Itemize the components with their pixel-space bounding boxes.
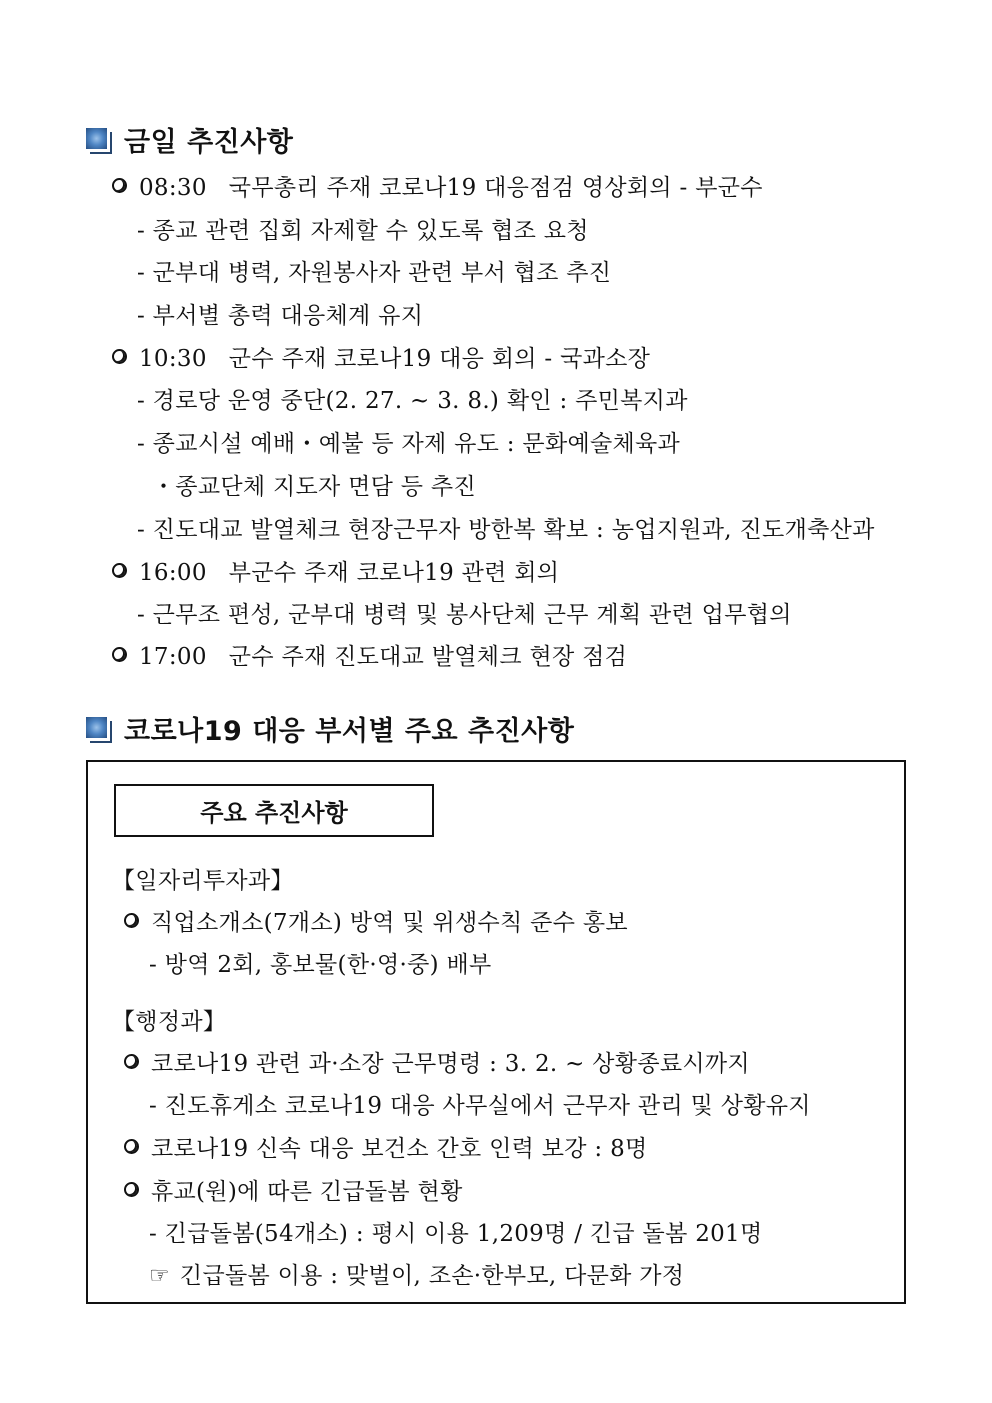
department-item	[124, 904, 628, 937]
agenda-sub-item: ・종교단체 지도자 면담 등 추진	[152, 474, 476, 500]
agenda-sub-item: - 종교시설 예배・예불 등 자제 유도 : 문화예술체육과	[137, 431, 681, 457]
agenda-sub-item: - 근무조 편성, 군부대 병력 및 봉사단체 근무 계획 관련 업무협의	[137, 602, 792, 628]
agenda-sub-item: - 부서별 총력 대응체계 유지	[137, 303, 424, 329]
agenda-sub-item: - 진도대교 발열체크 현장근무자 방한복 확보 : 농업지원과, 진도개축산과	[137, 517, 875, 543]
agenda-item	[112, 340, 650, 373]
department-sub-item: - 긴급돌봄(54개소) : 평시 이용 1,209명 / 긴급 돌봄 201명	[149, 1221, 763, 1247]
section-heading-departments	[86, 709, 574, 748]
circle-bullet-icon	[124, 1139, 139, 1154]
department-item	[124, 1045, 750, 1078]
agenda-item	[112, 169, 763, 202]
department-item	[124, 1130, 648, 1163]
section-title: 코로나19 대응 부서별 주요 추진사항	[124, 716, 575, 747]
department-sub-item: - 진도휴게소 코로나19 대응 사무실에서 근무자 관리 및 상황유지	[149, 1093, 811, 1119]
agenda-time: 10:30	[139, 346, 207, 372]
circle-bullet-icon	[112, 349, 127, 364]
agenda-time: 17:00	[139, 644, 207, 670]
agenda-sub-item: - 군부대 병력, 자원봉사자 관련 부서 협조 추진	[137, 260, 612, 286]
agenda-time: 16:00	[139, 560, 207, 586]
circle-bullet-icon	[112, 647, 127, 662]
agenda-time: 08:30	[139, 175, 207, 201]
agenda-text: 군수 주재 진도대교 발열체크 현장 점검	[228, 644, 628, 670]
agenda-text: 군수 주재 코로나19 대응 회의 - 국과소장	[228, 346, 651, 372]
circle-bullet-icon	[112, 563, 127, 578]
section-heading-today	[86, 120, 293, 159]
note-text: 긴급돌봄 이용 : 맞벌이, 조손·한부모, 다문화 가정	[179, 1263, 685, 1289]
agenda-text: 국무총리 주재 코로나19 대응점검 영상회의 - 부군수	[228, 175, 763, 201]
department-name: 【행정과】	[112, 1009, 227, 1035]
department-item-text: 코로나19 신속 대응 보건소 간호 인력 보강 : 8명	[151, 1136, 648, 1162]
agenda-item	[112, 638, 627, 671]
blue-square-bullet-icon	[86, 128, 110, 152]
department-item-text: 코로나19 관련 과·소장 근무명령 : 3. 2. ~ 상황종료시까지	[151, 1051, 750, 1077]
agenda-text: 부군수 주재 코로나19 관련 회의	[228, 560, 560, 586]
department-note	[149, 1257, 684, 1290]
department-item-text: 직업소개소(7개소) 방역 및 위생수칙 준수 홍보	[151, 910, 628, 936]
department-item-text: 휴교(원)에 따른 긴급돌봄 현황	[151, 1179, 463, 1205]
agenda-sub-item: - 경로당 운영 중단(2. 27. ~ 3. 8.) 확인 : 주민복지과	[137, 388, 688, 414]
department-name: 【일자리투자과】	[112, 868, 294, 894]
circle-bullet-icon	[124, 1182, 139, 1197]
circle-bullet-icon	[124, 913, 139, 928]
circle-bullet-icon	[112, 178, 127, 193]
department-sub-item: - 방역 2회, 홍보물(한·영·중) 배부	[149, 952, 492, 978]
box-title: 주요 추진사항	[114, 784, 434, 837]
circle-bullet-icon	[124, 1054, 139, 1069]
department-item	[124, 1173, 463, 1206]
section-title: 금일 추진사항	[124, 127, 294, 158]
blue-square-bullet-icon	[86, 717, 110, 741]
pointing-hand-icon: ☞	[149, 1263, 170, 1289]
agenda-item	[112, 554, 559, 587]
agenda-sub-item: - 종교 관련 집회 자제할 수 있도록 협조 요청	[137, 218, 589, 244]
